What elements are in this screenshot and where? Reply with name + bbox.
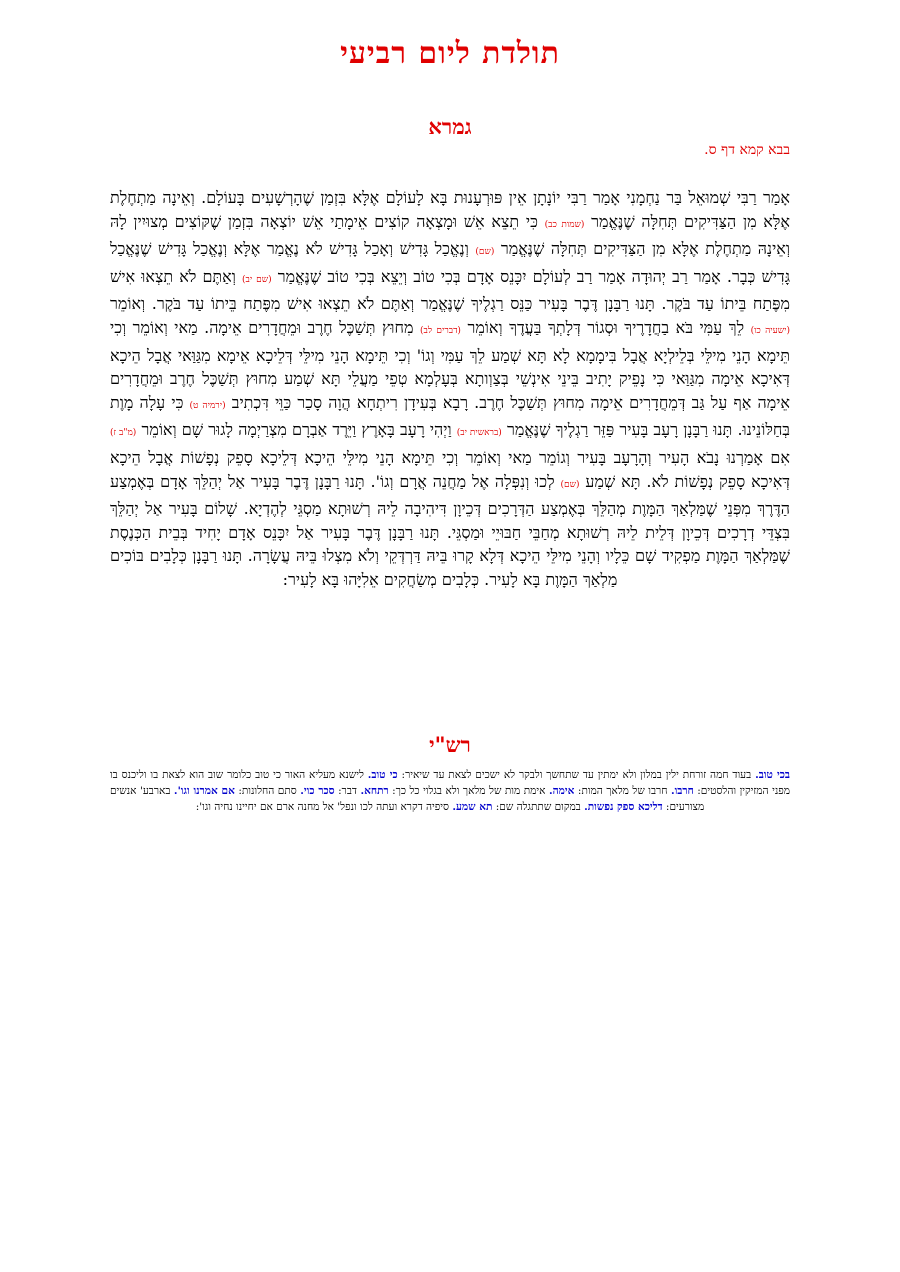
gemara-text (110, 186, 790, 592)
gemara-passage: וְנֶאֱכַל גָּדִישׁ וְאָכַל גָּדִישׁ לֹא נֶאֱמַר אֶלָּא וְנֶאֱכַל גָּדִישׁ שֶׁנֶּאֱכַל גָּדִישׁ כְּבָר. אָמַר רַב יְהוּדָה אָמַר רַב לְעוֹלָם יִכָּנֵס אָדָם בְּכִי טוֹב וְיֵצֵא בְּכִי טוֹב שֶׁנֶּאֱמַר (110, 239, 790, 286)
verse-source-ref: (ירמיה ט) (189, 400, 226, 411)
rashi-comment: סתם החלונות: (234, 785, 301, 797)
rashi-heading: רש"י (429, 732, 471, 757)
gemara-passage: כִּי עָלָה מָוֶת בְּחַלּוֹנֵינוּ. תָּנוּ רַבָּנָן רָעָב בָּעִיר פַּזֵּר רַגְלֶיךָ שֶׁנֶּאֱמַר (110, 392, 791, 440)
rashi-dibbur-hamatchil: אימה. (548, 785, 575, 797)
rashi-comment: במקום שתתגלה שם: (492, 801, 585, 813)
rashi-comment: סיפיה דקרא ועתה לכו ונפל' אל מחנה ארם אם יחיינו נחיה וגו': (195, 801, 453, 813)
verse-source-ref: (שם יב) (242, 274, 272, 285)
verse-source-ref: (שמות כב) (544, 219, 585, 230)
gemara-passage: לֵךְ עַמִּי בֹּא בַחֲדָרֶיךָ וּסְגוֹר דְּלָתְךָ בַּעֲדֶךָ וְאוֹמֵר (460, 317, 751, 337)
rashi-comment: בארבע' אנשים מצורעים: (110, 785, 705, 813)
gemara-heading: גמרא (428, 114, 472, 139)
verse-source-ref: (ישעיה כו) (750, 325, 791, 336)
verse-source-ref: (שם) (560, 479, 580, 490)
verse-source-ref: (בראשית יב) (456, 428, 502, 439)
gemara-passage: אִם אָמַרְנוּ נָבֹא הָעִיר וְהָרָעָב בָּעִיר וְגוֹמֵר מַאי וְאוֹמֵר וְכִי תֵּימָא הָנֵי מִילֵּי הֵיכָא דְּלֵיכָא סָפֵק נְפָשׁוֹת אֲבָל הֵיכָא דְּאִיכָא סָפֵק נְפָשׁוֹת לֹא. תָּא שְׁמַע (110, 447, 791, 491)
rashi-dibbur-hamatchil: בכי טוב. (755, 769, 790, 781)
rashi-comment: חרבו של מלאך המות: (574, 785, 671, 797)
gemara-passage: וַיְהִי רָעָב בָּאָרֶץ וַיֵּרֶד אַבְרָם מִצְרַיְמָה לָגוּר שָׁם וְאוֹמֵר (136, 420, 457, 440)
rashi-comment: אימת מות של מלאך ולא בגלוי כל כך: (388, 785, 549, 797)
gemara-passage: כִּי תֵצֵא אֵשׁ וּמָצְאָה קוֹצִים אֵימָתַי אֵשׁ יוֹצְאָה בִּזְמַן שֶׁקּוֹצִים מְצוּיִין לָהּ וְאֵינָהּ מַתְחֶלֶת אֶלָּא מִן הַצַּדִּיקִים תְּחִלָּה שֶׁנֶּאֱמַר (110, 211, 790, 259)
verse-source-ref: (מ"ב ז) (110, 428, 137, 439)
verse-source-ref: (שם) (475, 247, 495, 258)
gemara-passage: מִחוּץ תְּשַׁכֶּל חֶרֶב וּמֵחֲדָרִים אֵימָה. מַאי וְאוֹמֵר וְכִי תֵּימָא הָנֵי מִילֵּי בְּלֵילְיָא אֲבָל בִּימָמָא לָא תָּא שְׁמַע לֵךְ עַמִּי וְגוֹ' וְכִי תֵּימָא הָנֵי מִילֵּי דְּלֵיכָא אֵימָא מִגַּוַּאי אֲבָל הֵיכָא דְּאִיכָא אֵימָה מִגַּוַּאי כִּי נָפֵיק יָתִיב בֵּינֵי אִינְשֵׁי בְּצַוְותָא בְּעָלְמָא טְפֵי מַעֲלֵי תָּא שְׁמַע מִחוּץ תְּשַׁכֶּל חֶרֶב וּמֵחֲדָרִים אֵימָה אַף עַל גַּב דְּמֵחֲדָרִים אֵימָה מִחוּץ תְּשַׁכֶּל חֶרֶב. רָבָא בְּעִידָן רִיתְחָא הֲוָה סָכַר כַּוֵּי דִּכְתִיב (110, 317, 790, 412)
rashi-dibbur-hamatchil: חרבו. (670, 785, 694, 797)
rashi-comment: לישנא מעליא האור כי טוב כלומר שוב הוא לצאת בו וליכנס בו מפני המזיקין והלסטים: (110, 769, 790, 797)
rashi-dibbur-hamatchil: תא שמע. (452, 801, 493, 813)
rashi-commentary (110, 767, 790, 815)
gemara-passage: לְכוּ וְנִפְּלָה אֶל מַחֲנֵה אֲרָם וְגוֹ'. תָּנוּ רַבָּנָן דֶּבֶר בָּעִיר אַל יְהַלֵּךְ אָדָם בְּאֶמְצַע הַדֶּרֶךְ מִפְּנֵי שֶׁמַּלְאַךְ הַמָּוֶת מְהַלֵּךְ בְּאֶמְצַע הַדְּרָכִים דְּכֵיוָן דִּיהִיבָה לֵיהּ רְשׁוּתָא מַסְגֵּי לְהֶדְיָא. שָׁלוֹם בָּעִיר אַל יְהַלֵּךְ בִּצְדֵּי דְרָכִים דְּכֵיוָן דְּלֵית לֵיהּ רְשׁוּתָא מְחַבֵּי חַבּוּיֵי וּמַסְגֵּי. תָּנוּ רַבָּנָן דֶּבֶר בָּעִיר אַל יִכָּנֵס אָדָם יָחִיד בְּבֵית הַכְּנֶסֶת שֶׁמַּלְאַךְ הַמָּוֶת מַפְקִיד שָׁם כֵּלָיו וְהָנֵי מִילֵּי הֵיכָא דְּלָא קָרוּ בֵּיהּ דַּרְדְּקֵי וְלֹא מִצְלוּ בֵּיהּ עֲשָׂרָה. תָּנוּ רַבָּנָן כְּלָבִים בּוֹכִים מַלְאַךְ הַמָּוֶת בָּא לָעִיר. כְּלָבִים מְשַׂחֲקִים אֵלִיָּהוּ בָּא לָעִיר: (110, 471, 790, 589)
rashi-comment: בעוד חמה זורחת ילין במלון ולא ימתין עד שתחשך ולבקר לא ישכים לצאת עד שיאיר: (397, 769, 756, 781)
rashi-dibbur-hamatchil: סכר כוי. (300, 785, 335, 797)
gemara-passage: וְאַתֶּם לֹא תֵצְאוּ אִישׁ מִפֶּתַח בֵּיתוֹ עַד בֹּקֶר. תָּנוּ רַבָּנָן דֶּבֶר בָּעִיר כַּנֵּס רַגְלֶיךָ שֶׁנֶּאֱמַר וְאַתֶּם לֹא תֵצְאוּ אִישׁ מִפֶּתַח בֵּיתוֹ עַד בֹּקֶר. וְאוֹמֵר (110, 266, 790, 314)
rashi-dibbur-hamatchil: רתחא. (360, 785, 389, 797)
rashi-comment: דבר: (334, 785, 361, 797)
source-citation: בבא קמא דף ס. (704, 142, 790, 158)
rashi-dibbur-hamatchil: אם אמרנו וגו'. (173, 785, 235, 797)
verse-source-ref: (דברים לב) (419, 325, 461, 336)
page-title: תולדת ליום רביעי (340, 36, 560, 71)
gemara-passage: אָמַר רַבִּי שְׁמוּאֵל בַּר נַחְמָנִי אָמַר רַבִּי יוֹנָתָן אֵין פּוּרְעָנוּת בָּא לָעוֹלָם אֶלָּא בִּזְמַן שֶׁהָרְשָׁעִים בָּעוֹלָם. וְאֵינָה מַתְחֶלֶת אֶלָּא מִן הַצַּדִּיקִים תְּחִלָּה שֶׁנֶּאֱמַר (110, 188, 790, 231)
rashi-dibbur-hamatchil: דליכא ספק נפשות. (584, 801, 663, 813)
rashi-dibbur-hamatchil: כי טוב. (367, 769, 398, 781)
